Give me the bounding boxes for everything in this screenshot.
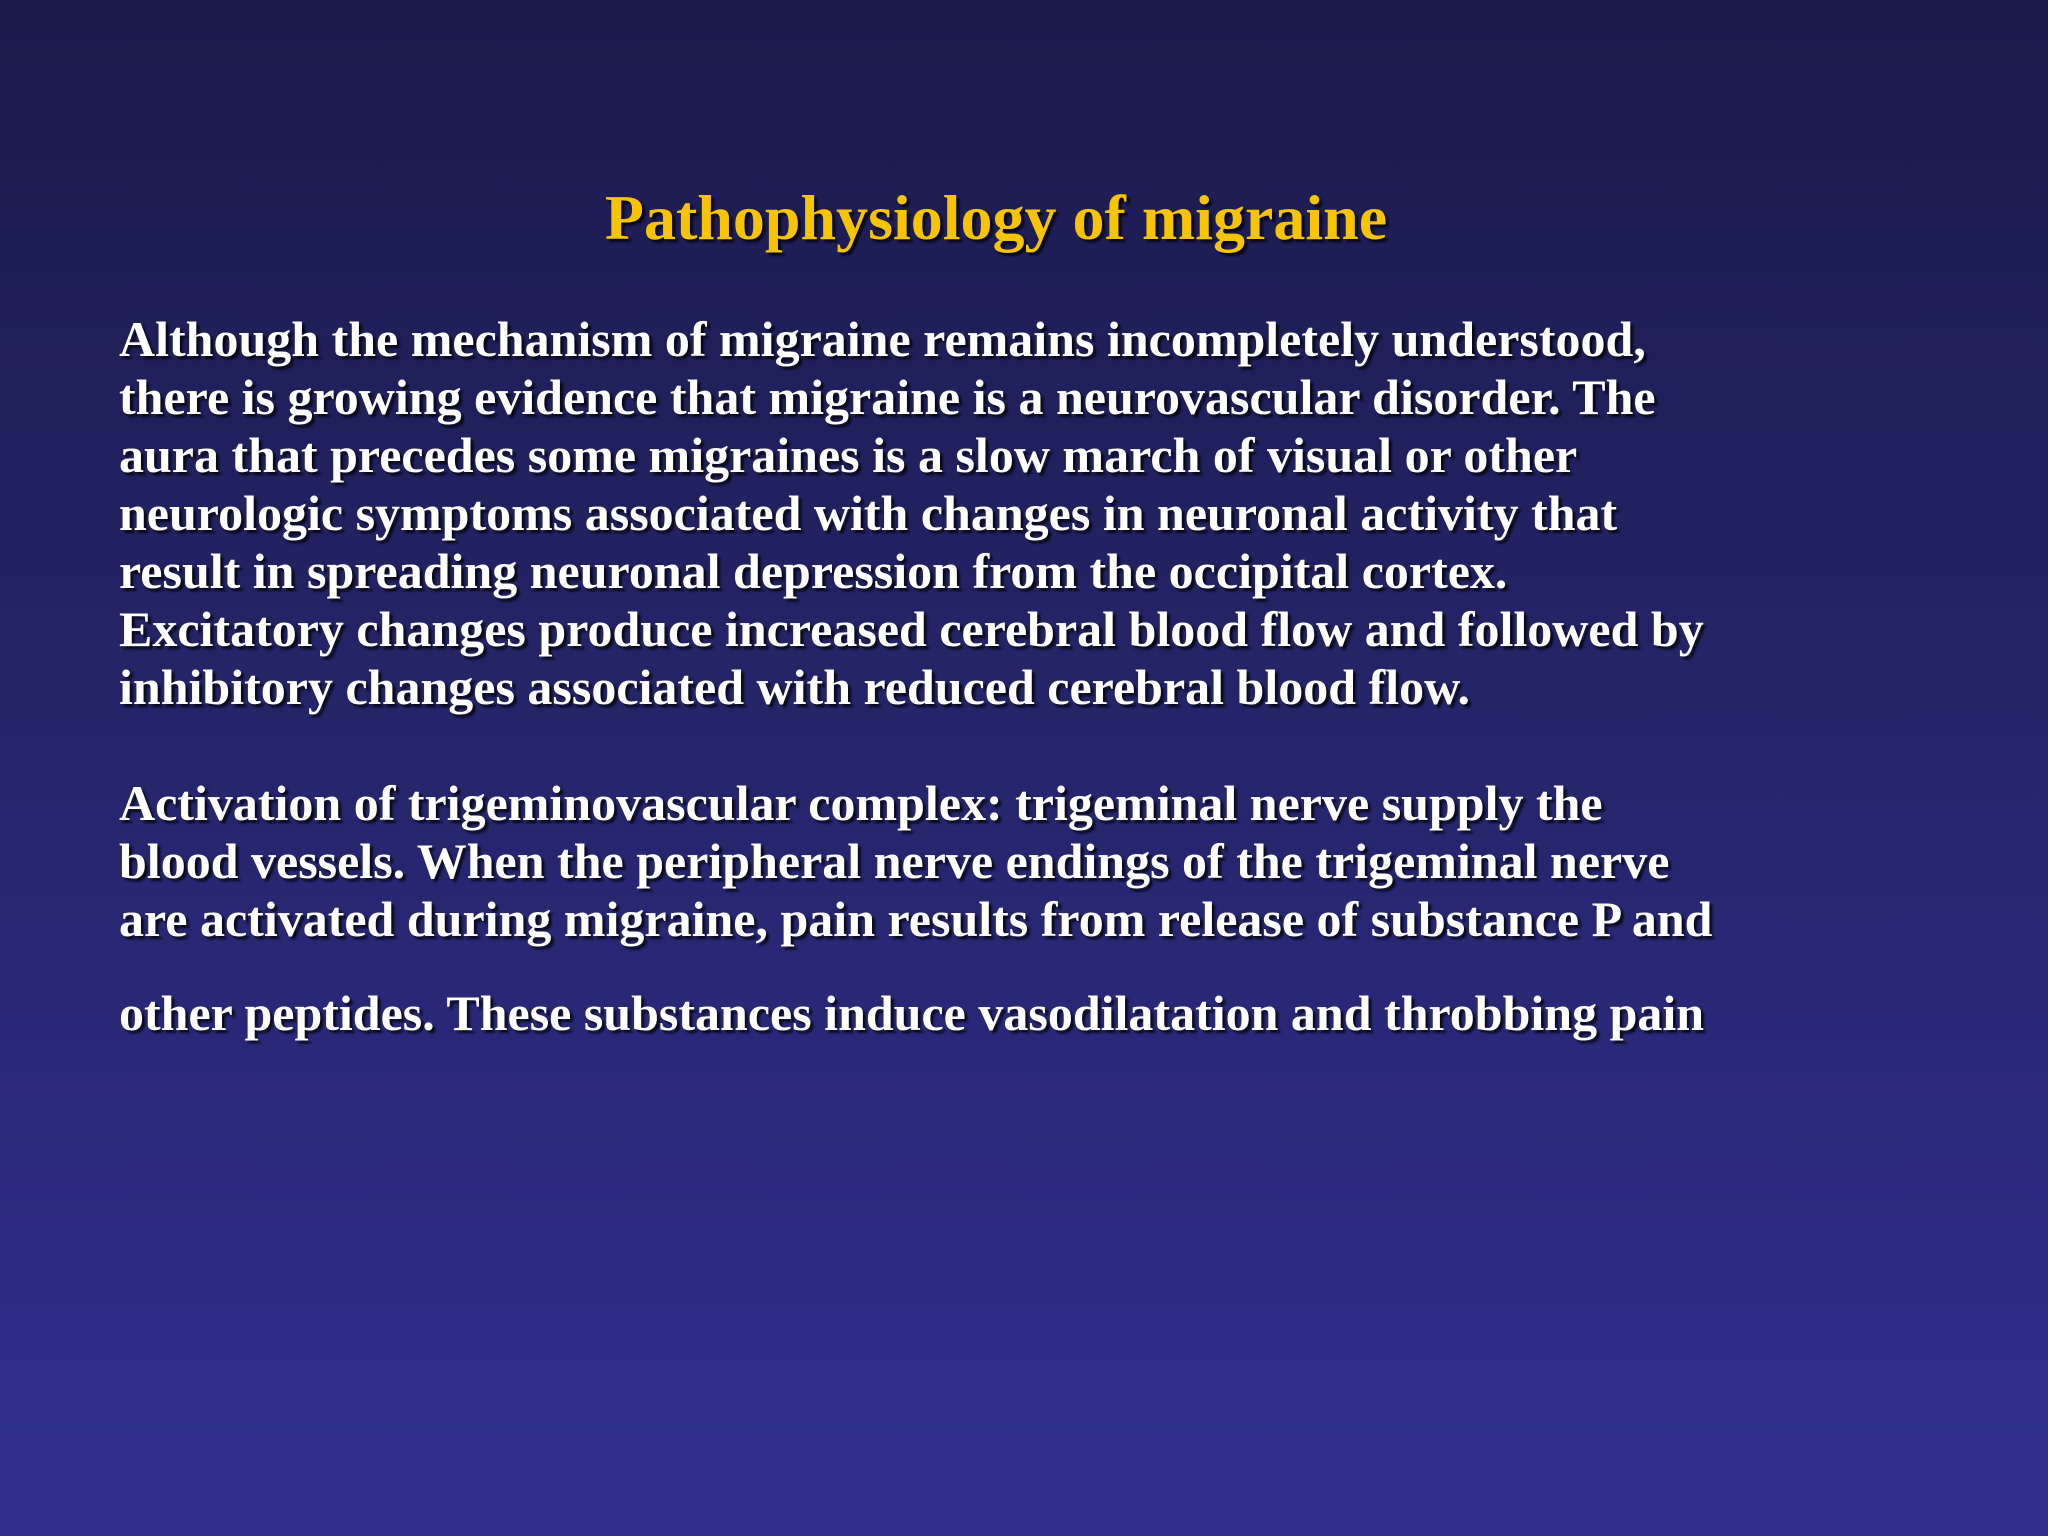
paragraph-trigeminovascular — [119, 774, 1712, 948]
paragraph-line: result in spreading neuronal depression from the occipital cortex. — [119, 543, 1508, 599]
paragraph-line: neurologic symptoms associated with changes in neuronal activity that — [119, 485, 1618, 541]
paragraph-line: inhibitory changes associated with reduced cerebral blood flow. — [119, 659, 1470, 715]
paragraph-line: Excitatory changes produce increased cerebral blood flow and followed by — [119, 601, 1704, 657]
paragraph-line: are activated during migraine, pain results from release of substance P and — [119, 891, 1713, 947]
paragraph-trigeminovascular-last-line: other peptides. These substances induce vasodilatation and throbbing pain — [119, 985, 1705, 1041]
slide-title: Pathophysiology of migraine — [604, 182, 1388, 253]
paragraph-line: Activation of trigeminovascular complex: trigeminal nerve supply the — [119, 775, 1603, 831]
paragraph-line: aura that precedes some migraines is a slow march of visual or other — [119, 427, 1578, 483]
paragraph-line: Although the mechanism of migraine remains incompletely understood, — [119, 311, 1646, 367]
paragraph-mechanism — [119, 310, 1704, 716]
paragraph-line: blood vessels. When the peripheral nerve endings of the trigeminal nerve — [119, 833, 1670, 889]
paragraph-line: there is growing evidence that migraine is a neurovascular disorder. The — [119, 369, 1656, 425]
